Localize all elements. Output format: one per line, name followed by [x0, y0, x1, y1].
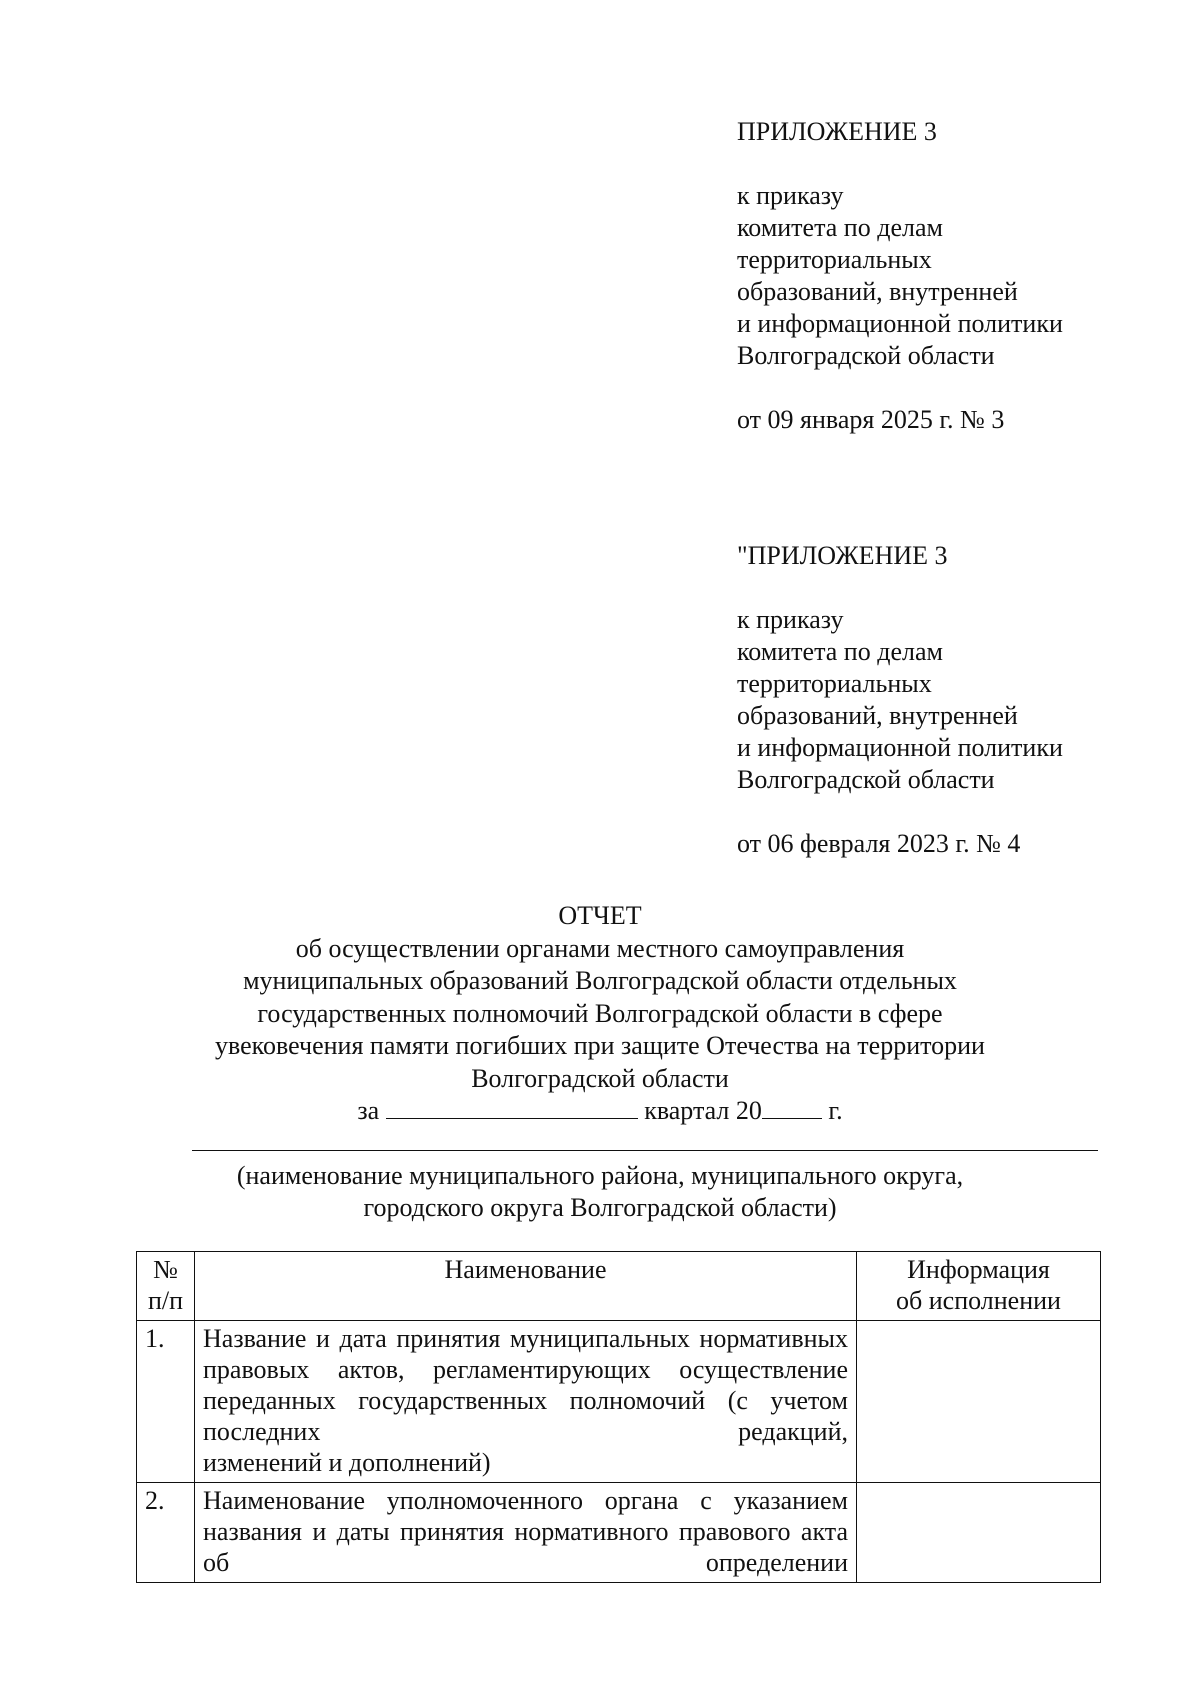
report-subtitle-line: Волгоградской области: [471, 1063, 729, 1093]
appendix-old-heading: "ПРИЛОЖЕНИЕ 3: [737, 541, 948, 570]
caption-line: (наименование муниципального района, муниципального округа,: [236, 1161, 964, 1190]
appendix-old-line: комитета по делам: [737, 637, 943, 666]
row-name-last: изменений и дополнений): [203, 1448, 491, 1477]
report-subtitle-line: муниципальных образований Волгоградской области отдельных: [243, 966, 957, 995]
appendix-old-line: образований, внутренней: [737, 701, 1018, 730]
appendix-new-line: образований, внутренней: [737, 277, 1018, 306]
row-name: [195, 1483, 857, 1583]
row-number: 2.: [137, 1483, 195, 1583]
report-title-block: [150, 900, 1050, 1128]
row-name-main: Наименование уполномоченного органа с указанием названия и даты принятия нормативного правового акта об определении: [203, 1486, 848, 1577]
header-num-line2: п/п: [147, 1286, 184, 1315]
header-info-line2: об исполнении: [896, 1286, 1061, 1315]
row-name: [195, 1321, 857, 1483]
appendix-old-line: территориальных: [737, 669, 932, 698]
period-prefix: за: [357, 1096, 380, 1125]
report-table: [136, 1251, 1101, 1583]
report-period-line: [150, 1095, 1050, 1128]
appendix-new-line: к приказу: [737, 181, 844, 210]
row-name-main: Название и дата принятия муниципальных нормативных правовых актов, регламентирующих осуществление переданных государственных полномочий (с учетом последних редакций,: [203, 1324, 848, 1446]
header-info: [857, 1252, 1101, 1321]
row-info-cell[interactable]: [857, 1321, 1101, 1483]
quarter-blank[interactable]: [386, 1096, 638, 1119]
appendix-new-line: и информационной политики: [737, 309, 1063, 338]
municipality-caption: [150, 1160, 1050, 1224]
period-suffix: г.: [828, 1096, 843, 1125]
appendix-new-line: территориальных: [737, 245, 932, 274]
appendix-old-line: к приказу: [737, 605, 844, 634]
row-number: 1.: [137, 1321, 195, 1483]
municipality-blank-line[interactable]: [192, 1150, 1098, 1151]
header-num: [137, 1252, 195, 1321]
header-info-line1: Информация: [907, 1255, 1050, 1284]
table-row: [137, 1321, 1101, 1483]
table-header-row: [137, 1252, 1101, 1321]
appendix-new-line: Волгоградской области: [737, 341, 995, 370]
appendix-old-line: и информационной политики: [737, 733, 1063, 762]
row-info-cell[interactable]: [857, 1483, 1101, 1583]
caption-line: городского округа Волгоградской области): [363, 1193, 837, 1222]
period-middle: квартал 20: [644, 1096, 762, 1125]
report-subtitle-line: государственных полномочий Волгоградской области в сфере: [257, 998, 943, 1028]
report-subtitle-line: увековечения памяти погибших при защите Отечества на территории: [215, 1031, 985, 1060]
header-num-line1: №: [153, 1255, 178, 1284]
header-name: Наименование: [195, 1252, 857, 1321]
report-title: ОТЧЕТ: [558, 901, 642, 930]
report-subtitle-line: об осуществлении органами местного самоуправления: [295, 933, 905, 963]
table-row: [137, 1483, 1101, 1583]
appendix-new-block: [737, 116, 1063, 436]
appendix-new-date: от 09 января 2025 г. № 3: [737, 405, 1005, 434]
appendix-old-block: [737, 540, 1063, 860]
appendix-old-date: от 06 февраля 2023 г. № 4: [737, 829, 1021, 858]
year-blank[interactable]: [762, 1096, 822, 1119]
appendix-old-line: Волгоградской области: [737, 765, 995, 794]
appendix-new-heading: ПРИЛОЖЕНИЕ 3: [737, 117, 937, 146]
appendix-new-line: комитета по делам: [737, 213, 943, 242]
